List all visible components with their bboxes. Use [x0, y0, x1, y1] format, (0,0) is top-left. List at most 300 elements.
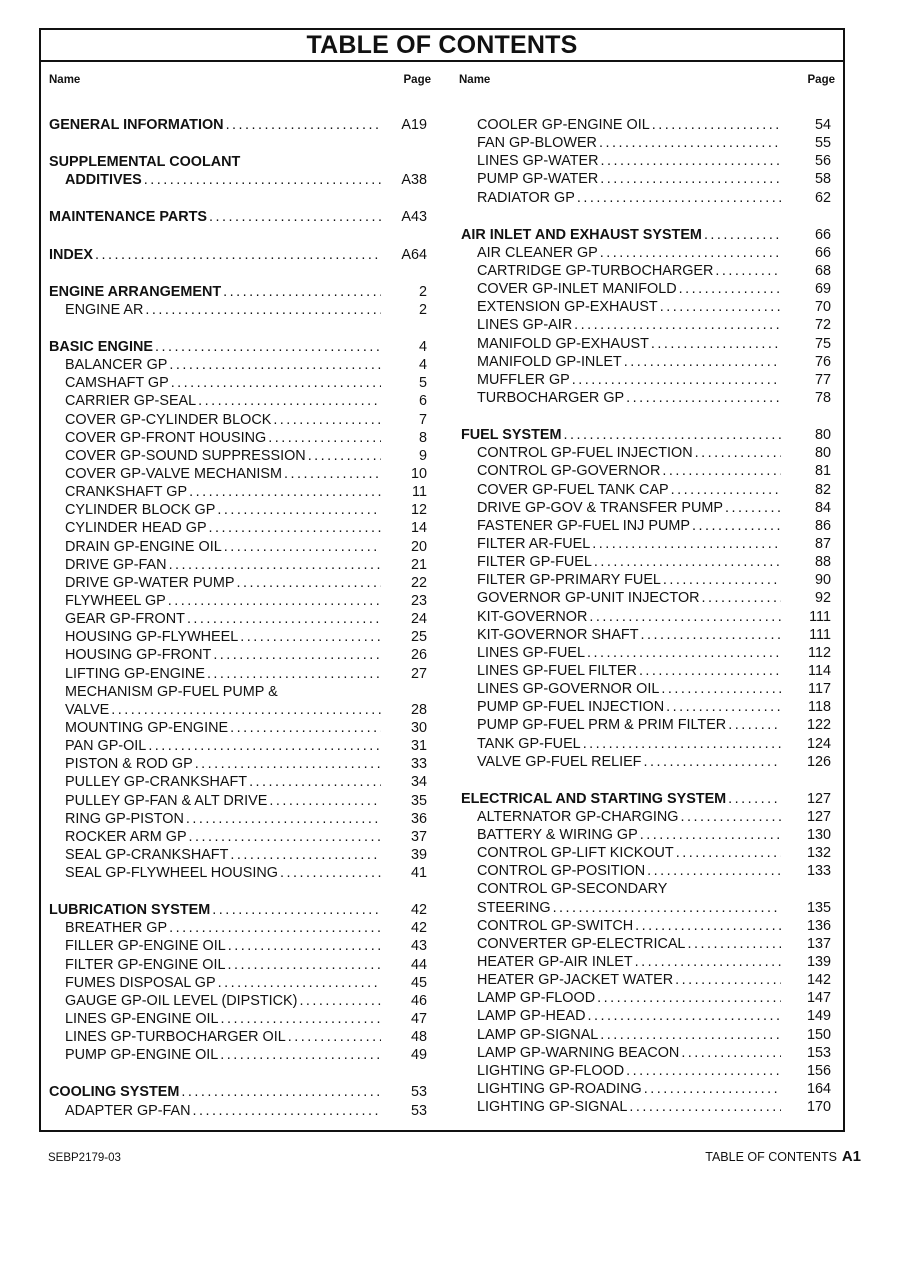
toc-entry-row — [47, 646, 431, 664]
entry-page: 26 — [410, 647, 427, 664]
toc-entry-row — [459, 899, 837, 917]
dot-leader — [639, 662, 781, 680]
entry-name: PAN GP-OIL — [65, 738, 147, 755]
entry-name: COOLING SYSTEM — [49, 1084, 180, 1101]
dot-leader — [715, 262, 781, 280]
entry-name: KIT-GOVERNOR SHAFT — [477, 626, 639, 643]
entry-name: CONTROL GP-POSITION — [477, 863, 646, 880]
toc-entry-row — [47, 610, 431, 628]
entry-page: 35 — [410, 792, 427, 809]
toc-entry-row — [459, 481, 837, 499]
entry-page: 133 — [806, 863, 831, 880]
toc-entry-row — [459, 608, 837, 626]
toc-entry-row — [47, 411, 431, 429]
toc-entry-row — [459, 989, 837, 1007]
entry-name: FILTER GP-ENGINE OIL — [65, 956, 226, 973]
entry-name: LIGHTING GP-ROADING — [477, 1081, 642, 1098]
entry-page: 156 — [806, 1062, 831, 1079]
entry-name: FAN GP-BLOWER — [477, 135, 597, 152]
dot-leader — [572, 371, 781, 389]
entry-page: 78 — [814, 389, 831, 406]
entry-page: 14 — [410, 520, 427, 537]
entry-page: A64 — [401, 246, 427, 263]
entry-page: 87 — [814, 535, 831, 552]
entry-page: 142 — [806, 972, 831, 989]
toc-section-row — [459, 226, 837, 244]
toc-entry-row — [47, 483, 431, 501]
dot-leader — [652, 116, 781, 134]
entry-page: 24 — [410, 611, 427, 628]
toc-entry-row — [47, 683, 431, 701]
toc-section-row — [47, 901, 431, 919]
toc-entry-row — [47, 719, 431, 737]
toc-entry-row — [459, 716, 837, 734]
dot-leader — [168, 592, 381, 610]
dot-leader — [592, 535, 781, 553]
dot-leader — [663, 571, 781, 589]
entry-page: 76 — [814, 353, 831, 370]
toc-entry-row — [47, 574, 431, 592]
entry-page: 118 — [808, 699, 831, 716]
dot-leader — [728, 716, 781, 734]
right-entries — [459, 116, 837, 1116]
entry-page: 81 — [814, 463, 831, 480]
dot-leader — [600, 244, 781, 262]
entry-name: LAMP GP-WARNING BEACON — [477, 1044, 680, 1061]
entry-page: 7 — [418, 411, 427, 428]
entry-page: 55 — [814, 135, 831, 152]
entry-name: MECHANISM GP-FUEL PUMP & — [65, 683, 278, 700]
entry-page: 2 — [418, 301, 427, 318]
entry-page: 22 — [410, 574, 427, 591]
entry-name: COVER GP-FRONT HOUSING — [65, 429, 267, 446]
dot-leader — [599, 134, 781, 152]
entry-page: 62 — [814, 189, 831, 206]
toc-entry-row — [459, 589, 837, 607]
toc-entry-row — [47, 1028, 431, 1046]
entry-name: PUMP GP-FUEL INJECTION — [477, 699, 665, 716]
dot-leader — [299, 992, 381, 1010]
entry-name: CYLINDER BLOCK GP — [65, 502, 216, 519]
toc-entry-row — [459, 462, 837, 480]
dot-leader — [144, 171, 381, 189]
dot-leader — [629, 1098, 781, 1116]
dot-leader — [227, 956, 381, 974]
entry-name: HOUSING GP-FLYWHEEL — [65, 629, 239, 646]
entry-page: 42 — [410, 902, 427, 919]
entry-name: PUMP GP-ENGINE OIL — [65, 1047, 219, 1064]
dot-leader — [217, 501, 381, 519]
entry-page: 170 — [806, 1099, 831, 1116]
dot-leader — [594, 553, 781, 571]
dot-leader — [169, 919, 381, 937]
entry-page: 20 — [410, 538, 427, 555]
entry-page: 2 — [418, 283, 427, 300]
toc-entry-row — [459, 680, 837, 698]
entry-page: 150 — [806, 1026, 831, 1043]
entry-name: DRIVE GP-GOV & TRANSFER PUMP — [477, 499, 724, 516]
entry-name: ADAPTER GP-FAN — [65, 1102, 191, 1119]
dot-leader — [228, 937, 381, 955]
entry-name: ADDITIVES — [65, 172, 142, 189]
dot-leader — [169, 556, 381, 574]
dot-leader — [725, 499, 781, 517]
dot-leader — [641, 626, 781, 644]
entry-name: CYLINDER HEAD GP — [65, 520, 207, 537]
dot-leader — [280, 864, 381, 882]
toc-entry-row — [47, 810, 431, 828]
dot-leader — [635, 953, 781, 971]
entry-name: COOLER GP-ENGINE OIL — [477, 117, 650, 133]
dot-leader — [600, 1026, 781, 1044]
dot-leader — [692, 517, 781, 535]
entry-name: COVER GP-FUEL TANK CAP — [477, 481, 669, 498]
toc-entry-row — [459, 917, 837, 935]
toc-entry-row — [459, 298, 837, 316]
entry-page: 72 — [814, 317, 831, 334]
entry-name: LIGHTING GP-SIGNAL — [477, 1099, 628, 1116]
toc-entry-row — [47, 1102, 431, 1120]
dot-leader — [661, 680, 781, 698]
entry-page: 92 — [814, 590, 831, 607]
footer-section-title: TABLE OF CONTENTS — [705, 1150, 837, 1164]
entry-name: LAMP GP-FLOOD — [477, 990, 596, 1007]
dot-leader — [288, 1028, 381, 1046]
name-column-header: Name — [49, 74, 81, 86]
toc-entry-row — [47, 937, 431, 955]
toc-entry-row — [47, 1010, 431, 1028]
entry-name: FUMES DISPOSAL GP — [65, 974, 216, 991]
left-column — [47, 70, 431, 1130]
entry-page: 25 — [410, 629, 427, 646]
entry-page: 30 — [410, 719, 427, 736]
dot-leader — [218, 974, 381, 992]
entry-name: GOVERNOR GP-UNIT INJECTOR — [477, 590, 700, 607]
toc-entry-row — [47, 556, 431, 574]
toc-section-row — [47, 246, 431, 264]
dot-leader — [220, 1046, 381, 1064]
entry-name: ALTERNATOR GP-CHARGING — [477, 808, 679, 825]
entry-name: COVER GP-CYLINDER BLOCK — [65, 411, 272, 428]
toc-entry-row — [47, 792, 431, 810]
entry-name: KIT-GOVERNOR — [477, 608, 588, 625]
entry-page: 48 — [410, 1029, 427, 1046]
entry-page: 124 — [806, 735, 831, 752]
entry-page: 112 — [808, 644, 831, 661]
toc-entry-row — [47, 429, 431, 447]
dot-leader — [213, 646, 381, 664]
dot-leader — [95, 246, 381, 264]
entry-name: LINES GP-TURBOCHARGER OIL — [65, 1029, 286, 1046]
entry-name: MANIFOLD GP-INLET — [477, 353, 622, 370]
entry-name: ENGINE ARRANGEMENT — [49, 283, 222, 300]
dot-leader — [553, 899, 781, 917]
toc-section-row — [47, 283, 431, 301]
footer-page-number: A1 — [841, 1148, 861, 1165]
entry-page: 31 — [410, 738, 427, 755]
entry-name: HEATER GP-AIR INLET — [477, 954, 633, 971]
entry-name: MUFFLER GP — [477, 371, 570, 388]
toc-entry-row — [47, 447, 431, 465]
dot-leader — [209, 519, 381, 537]
entry-page: 4 — [418, 338, 427, 355]
entry-name: COVER GP-SOUND SUPPRESSION — [65, 447, 306, 464]
entry-page: 8 — [418, 429, 427, 446]
dot-leader — [589, 608, 781, 626]
toc-entry-row — [459, 499, 837, 517]
toc-entry-row — [47, 628, 431, 646]
dot-leader — [226, 116, 381, 134]
entry-name: HOUSING GP-FRONT — [65, 647, 212, 664]
entry-page: 122 — [806, 717, 831, 734]
toc-entry-row — [459, 189, 837, 207]
dot-leader — [212, 901, 381, 919]
dot-leader — [574, 316, 781, 334]
dot-leader — [626, 1062, 781, 1080]
dot-leader — [240, 628, 381, 646]
dot-leader — [587, 644, 781, 662]
toc-entry-row — [459, 935, 837, 953]
entry-page: 132 — [806, 845, 831, 862]
entry-page: 75 — [814, 335, 831, 352]
entry-page: 130 — [806, 827, 831, 844]
entry-page: 136 — [806, 917, 831, 934]
entry-name: PUMP GP-WATER — [477, 171, 599, 188]
toc-entry-row — [459, 517, 837, 535]
dot-leader — [186, 810, 381, 828]
entry-page: 147 — [806, 990, 831, 1007]
entry-page: 66 — [814, 226, 831, 243]
entry-name: FILTER AR-FUEL — [477, 535, 591, 552]
entry-page: 53 — [410, 1102, 427, 1119]
entry-name: DRIVE GP-FAN — [65, 556, 167, 573]
toc-entry-row — [459, 662, 837, 680]
entry-page: 117 — [808, 681, 831, 698]
entry-name: LUBRICATION SYSTEM — [49, 902, 211, 919]
entry-page: 58 — [814, 171, 831, 188]
entry-name: FLYWHEEL GP — [65, 592, 166, 609]
dot-leader — [155, 338, 381, 356]
entry-name: STEERING — [477, 899, 551, 916]
dot-leader — [198, 392, 381, 410]
entry-page: 43 — [410, 938, 427, 955]
entry-page: 86 — [814, 517, 831, 534]
dot-leader — [702, 589, 781, 607]
toc-section-row — [459, 790, 837, 808]
dot-leader — [676, 844, 781, 862]
entry-name: BREATHER GP — [65, 920, 168, 937]
entry-name: CARTRIDGE GP-TURBOCHARGER — [477, 262, 714, 279]
dot-leader — [308, 447, 381, 465]
toc-entry-row — [47, 665, 431, 683]
left-entries — [47, 116, 431, 1120]
entry-page: 70 — [814, 299, 831, 316]
entry-page: 77 — [814, 371, 831, 388]
document-number: SEBP2179-03 — [48, 1152, 121, 1164]
toc-entry-row — [47, 374, 431, 392]
toc-entry-row — [459, 971, 837, 989]
dot-leader — [187, 610, 381, 628]
dot-leader — [583, 735, 781, 753]
right-column — [459, 70, 837, 1130]
dot-leader — [145, 301, 381, 319]
entry-page: 149 — [806, 1008, 831, 1025]
entry-name: FILTER GP-PRIMARY FUEL — [477, 572, 661, 589]
toc-entry-row — [47, 828, 431, 846]
entry-name: VALVE — [65, 701, 110, 718]
entry-name: LINES GP-AIR — [477, 317, 573, 334]
toc-entry-row — [459, 626, 837, 644]
entry-page: 88 — [814, 554, 831, 571]
entry-name: SUPPLEMENTAL COOLANT — [49, 154, 241, 171]
entry-name: ENGINE AR — [65, 301, 144, 318]
entry-name: FASTENER GP-FUEL INJ PUMP — [477, 517, 690, 534]
entry-name: BATTERY & WIRING GP — [477, 827, 638, 844]
dot-leader — [679, 280, 781, 298]
entry-name: CONTROL GP-SECONDARY — [477, 881, 668, 898]
toc-entry-row — [47, 392, 431, 410]
entry-page: 66 — [814, 244, 831, 261]
dot-leader — [624, 353, 781, 371]
entry-name: MANIFOLD GP-EXHAUST — [477, 335, 649, 352]
entry-name: SEAL GP-FLYWHEEL HOUSING — [65, 865, 278, 882]
entry-page: 6 — [418, 393, 427, 410]
dot-leader — [230, 846, 381, 864]
entry-page: 33 — [410, 756, 427, 773]
entry-name: RING GP-PISTON — [65, 810, 184, 827]
entry-name: GAUGE GP-OIL LEVEL (DIPSTICK) — [65, 992, 298, 1009]
page-column-header: Page — [807, 74, 835, 86]
dot-leader — [601, 152, 781, 170]
entry-page: 28 — [410, 701, 427, 718]
entry-page: 27 — [410, 665, 427, 682]
entry-name: INDEX — [49, 246, 93, 263]
entry-name: FUEL SYSTEM — [461, 427, 562, 444]
toc-entry-row — [459, 262, 837, 280]
dot-leader — [223, 283, 381, 301]
entry-page: 39 — [410, 846, 427, 863]
entry-name: DRAIN GP-ENGINE OIL — [65, 538, 222, 555]
entry-page: 127 — [806, 790, 831, 807]
dot-leader — [644, 1080, 781, 1098]
toc-entry-row — [47, 465, 431, 483]
toc-entry-row — [47, 773, 431, 791]
dot-leader — [635, 917, 781, 935]
entry-page: 41 — [410, 865, 427, 882]
toc-entry-row — [459, 553, 837, 571]
entry-name: AIR CLEANER GP — [477, 244, 598, 261]
name-column-header: Name — [459, 74, 491, 86]
entry-name: FILLER GP-ENGINE OIL — [65, 938, 226, 955]
entry-name: CRANKSHAFT GP — [65, 484, 188, 501]
page-column-header: Page — [403, 74, 431, 86]
toc-entry-row — [459, 1044, 837, 1062]
entry-name: LAMP GP-SIGNAL — [477, 1026, 599, 1043]
dot-leader — [195, 755, 381, 773]
entry-page: 84 — [814, 499, 831, 516]
dot-leader — [704, 226, 781, 244]
entry-name: COVER GP-INLET MANIFOLD — [477, 281, 677, 298]
toc-entry-row — [459, 753, 837, 771]
dot-leader — [207, 665, 381, 683]
entry-name: PUMP GP-FUEL PRM & PRIM FILTER — [477, 717, 727, 734]
entry-page: 80 — [814, 427, 831, 444]
toc-entry-row — [459, 1062, 837, 1080]
entry-page: 5 — [418, 375, 427, 392]
toc-entry-row — [47, 974, 431, 992]
toc-entry-row — [459, 535, 837, 553]
entry-name: HEATER GP-JACKET WATER — [477, 972, 674, 989]
entry-name: LINES GP-ENGINE OIL — [65, 1011, 219, 1028]
toc-entry-row — [459, 389, 837, 407]
toc-entry-row — [47, 737, 431, 755]
entry-page: 47 — [410, 1011, 427, 1028]
dot-leader — [666, 698, 781, 716]
dot-leader — [209, 208, 381, 226]
entry-name: FILTER GP-FUEL — [477, 554, 592, 571]
dot-leader — [230, 719, 381, 737]
toc-entry-row — [47, 701, 431, 719]
toc-section-row — [47, 1083, 431, 1101]
entry-name: SEAL GP-CRANKSHAFT — [65, 846, 229, 863]
dot-leader — [681, 1044, 781, 1062]
entry-name: LAMP GP-HEAD — [477, 1008, 586, 1025]
toc-entry-row — [47, 501, 431, 519]
entry-name: EXTENSION GP-EXHAUST — [477, 299, 658, 316]
entry-name: GEAR GP-FRONT — [65, 611, 185, 628]
dot-leader — [671, 481, 781, 499]
toc-entry-row — [47, 992, 431, 1010]
dot-leader — [284, 465, 381, 483]
entry-page: A19 — [401, 117, 427, 133]
entry-page: 126 — [806, 753, 831, 770]
dot-leader — [588, 1007, 782, 1025]
entry-name: LINES GP-FUEL — [477, 644, 585, 661]
entry-name: CONTROL GP-LIFT KICKOUT — [477, 845, 674, 862]
toc-entry-row — [47, 519, 431, 537]
toc-entry-row — [459, 116, 837, 134]
dot-leader — [600, 170, 781, 188]
entry-page: 10 — [410, 465, 427, 482]
entry-name: COVER GP-VALVE MECHANISM — [65, 465, 282, 482]
toc-entry-row — [47, 919, 431, 937]
toc-entry-row — [47, 846, 431, 864]
entry-name: DRIVE GP-WATER PUMP — [65, 574, 235, 591]
entry-page: 36 — [410, 810, 427, 827]
entry-name: LIGHTING GP-FLOOD — [477, 1062, 625, 1079]
entry-name: PISTON & ROD GP — [65, 756, 193, 773]
entry-name: LINES GP-GOVERNOR OIL — [477, 681, 660, 698]
toc-entry-row — [47, 956, 431, 974]
toc-section-row — [47, 208, 431, 226]
entry-page: 4 — [418, 357, 427, 374]
entry-name: PULLEY GP-CRANKSHAFT — [65, 774, 248, 791]
entry-name: CONTROL GP-SWITCH — [477, 917, 634, 934]
dot-leader — [171, 374, 381, 392]
entry-page: 90 — [814, 572, 831, 589]
title-bar — [41, 30, 843, 62]
dot-leader — [647, 862, 781, 880]
dot-leader — [651, 335, 781, 353]
dot-leader — [681, 808, 782, 826]
entry-name: BASIC ENGINE — [49, 338, 153, 355]
page-title: TABLE OF CONTENTS — [306, 31, 578, 59]
toc-entry-row — [47, 301, 431, 319]
entry-page: 54 — [814, 117, 831, 133]
entry-name: RADIATOR GP — [477, 189, 575, 206]
entry-page: 82 — [814, 481, 831, 498]
toc-entry-row — [459, 644, 837, 662]
